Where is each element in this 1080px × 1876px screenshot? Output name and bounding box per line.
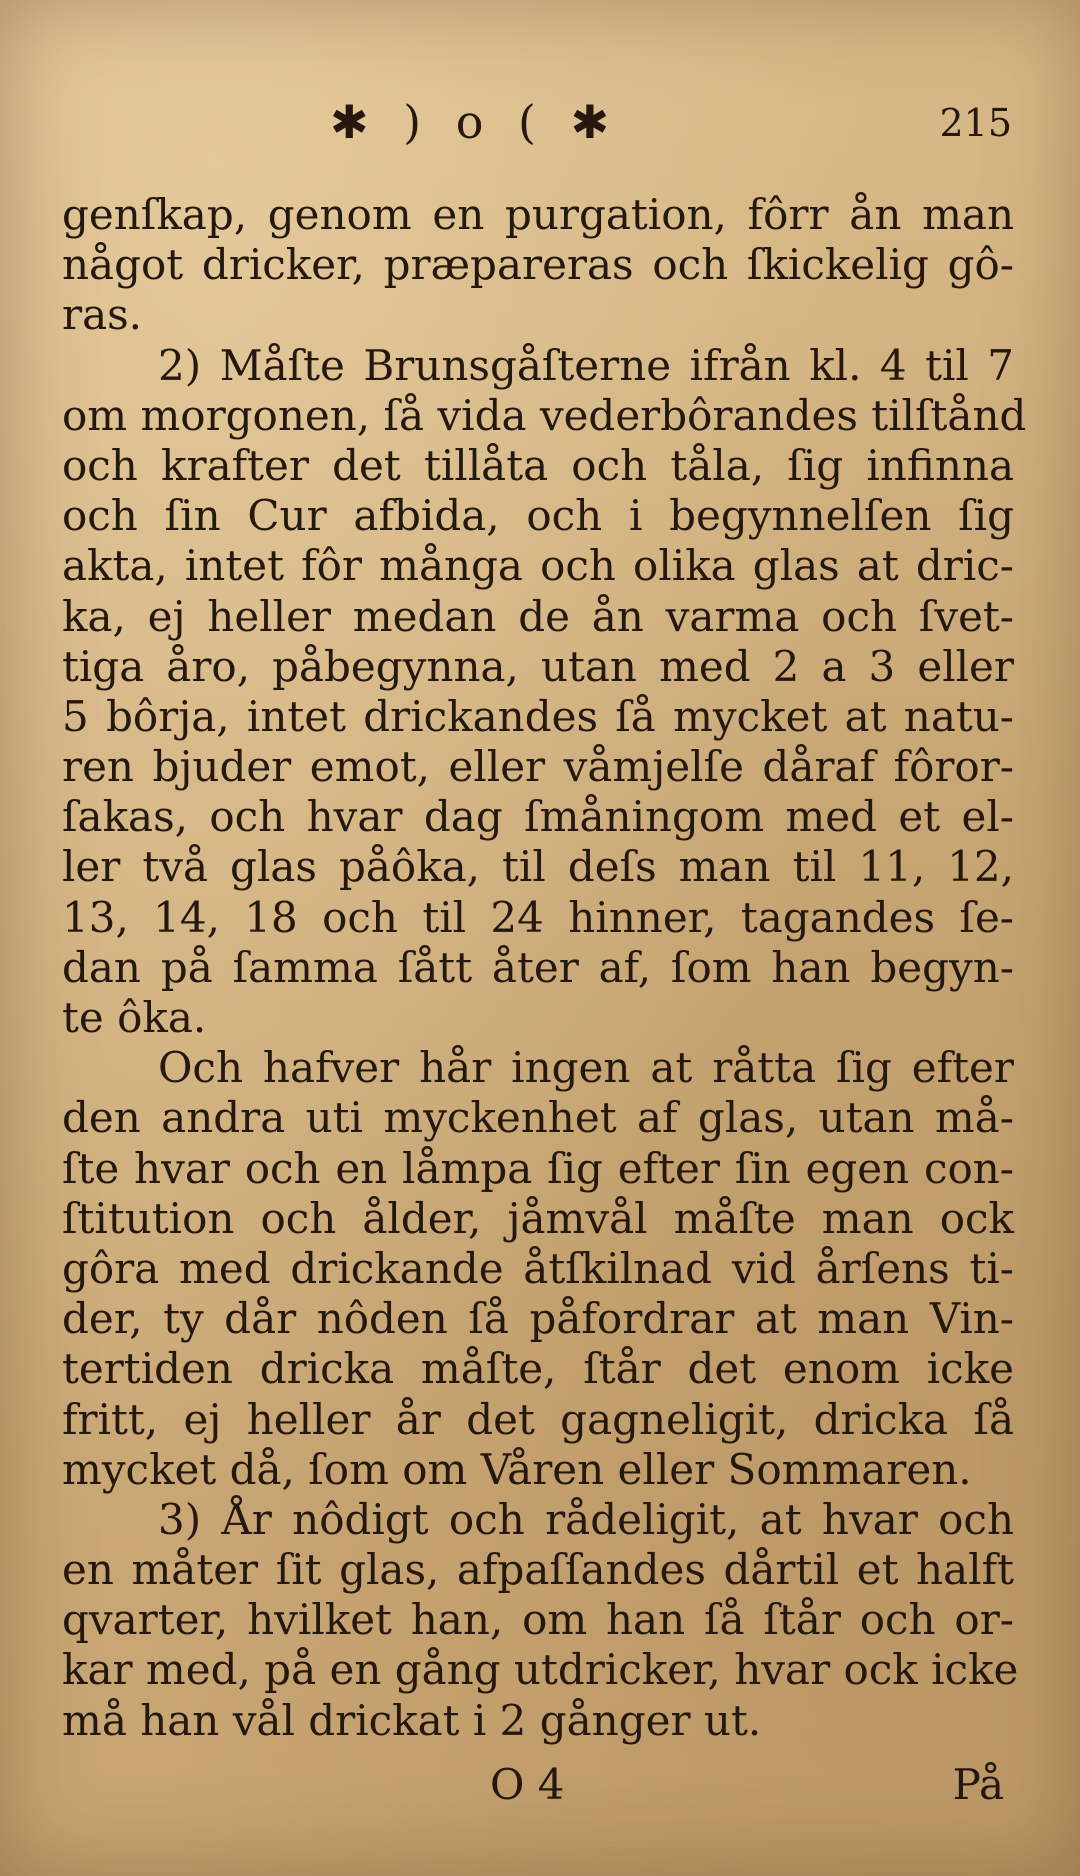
text-line: 5 bôrja, intet drickandes ſå mycket at natu- (62, 691, 1014, 741)
text-line: om morgonen, ſå vida vederbôrandes tilſtånd (62, 390, 1027, 440)
page-number: 215 (939, 101, 1012, 145)
text-line: 13, 14, 18 och til 24 hinner, tagandes ſe- (62, 892, 1014, 942)
text-line: mycket då, ſom om Våren eller Sommaren. (62, 1444, 972, 1494)
text-line: 3) År nôdigt och rådeligit, at hvar och (158, 1494, 1014, 1544)
text-line: något dricker, præpareras och ſkickelig gô- (62, 240, 1014, 290)
text-line: tertiden dricka måſte, ſtår det enom icke (62, 1344, 1014, 1394)
text-line: den andra uti myckenhet af glas, utan må- (62, 1093, 1014, 1143)
text-line: ka, ej heller medan de ån varma och ſvet- (62, 591, 1014, 641)
body-text (62, 190, 1027, 1746)
page-footer (0, 1760, 1080, 1820)
text-line: ras. (62, 290, 143, 340)
text-line: fritt, ej heller år det gagneligit, dricka ſå (62, 1394, 1014, 1444)
page-header (0, 95, 1080, 155)
text-line: te ôka. (62, 993, 207, 1042)
text-line: Och hafver hår ingen at råtta ſig efter (158, 1043, 1014, 1093)
text-line: akta, intet fôr många och olika glas at dric- (62, 541, 1014, 591)
text-line: ren bjuder emot, eller våmjelſe dåraf fôror- (62, 742, 1014, 792)
text-line: må han vål drickat i 2 gånger ut. (62, 1695, 762, 1745)
text-line: och krafter det tillåta och tåla, ſig infinna (62, 440, 1014, 490)
text-line: qvarter, hvilket han, om han ſå ſtår och or- (62, 1595, 1014, 1645)
text-line: 2) Måſte Brunsgåſterne ifrån kl. 4 til 7 (158, 340, 1014, 390)
text-line: ſte hvar och en låmpa ſig efter ſin egen con- (62, 1143, 1014, 1193)
text-line: gôra med drickande åtſkilnad vid årſens ti- (62, 1243, 1014, 1293)
text-line: en måter ſit glas, afpaſſandes dårtil et halft (62, 1545, 1014, 1595)
catchword: På (952, 1760, 1004, 1809)
text-line: der, ty dår nôden ſå påfordrar at man Vin- (62, 1294, 1014, 1344)
signature-mark: O 4 (490, 1760, 565, 1809)
text-line: genſkap, genom en purgation, fôrr ån man (62, 190, 1014, 239)
text-line: ſakas, och hvar dag ſmåningom med et el- (62, 792, 1014, 842)
text-line: tiga åro, påbegynna, utan med 2 a 3 eller (62, 641, 1014, 691)
header-ornament: ✱ ) o ( ✱ (330, 95, 620, 149)
text-line: ſtitution och ålder, jåmvål måſte man ock (62, 1193, 1014, 1243)
text-line: ler två glas påôka, til deſs man til 11, 12, (62, 842, 1014, 892)
text-line: kar med, på en gång utdricker, hvar ock icke (62, 1645, 1019, 1695)
text-line: och ſin Cur afbida, och i begynnelſen ſig (62, 491, 1014, 541)
text-line: dan på ſamma ſått åter af, ſom han begyn- (62, 942, 1014, 992)
